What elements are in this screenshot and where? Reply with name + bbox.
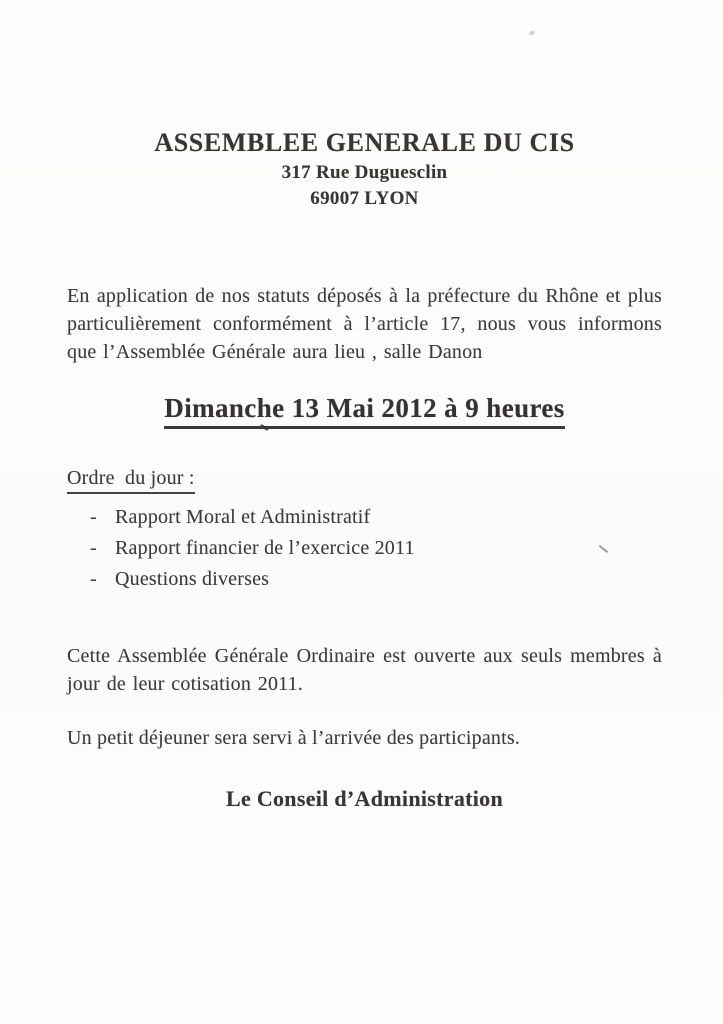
- document-content: [0, 126, 723, 814]
- agenda-heading-row: [67, 465, 662, 494]
- date-headline-row: [67, 392, 662, 429]
- agenda-item: [90, 564, 662, 595]
- agenda-heading: Ordre du jour :: [67, 465, 195, 494]
- agenda-item: [90, 533, 662, 564]
- dash-bullet: -: [90, 568, 97, 590]
- intro-paragraph: En application de nos statuts déposés à la préfecture du Rhône et plus particulièrement conformément à l’article 17, nous vous informons que l’Assemblée Générale aura lieu , salle Danon: [67, 285, 662, 363]
- signature-line: Le Conseil d’Administration: [225, 786, 503, 811]
- agenda-item-label: Rapport Moral et Administratif: [115, 506, 371, 528]
- document-header: [67, 126, 662, 212]
- dash-bullet: -: [90, 506, 97, 528]
- document-title: ASSEMBLEE GENERALE DU CIS: [154, 128, 575, 157]
- scan-speck-artifact: [528, 30, 535, 36]
- agenda-item-label: Rapport financier de l’exercice 2011: [115, 537, 415, 559]
- date-headline: Dimanche 13 Mai 2012 à 9 heures: [164, 392, 564, 429]
- address-line-street: 317 Rue Duguesclin: [281, 162, 448, 183]
- breakfast-paragraph: Un petit déjeuner sera servi à l’arrivée des participants.: [67, 727, 521, 749]
- agenda-item: [90, 502, 662, 533]
- eligibility-paragraph: Cette Assemblée Générale Ordinaire est ouverte aux seuls membres à jour de leur cotisation 2011.: [67, 645, 662, 695]
- agenda-item-label: Questions diverses: [115, 568, 270, 590]
- agenda-list: [67, 502, 662, 595]
- address-line-city: 69007 LYON: [310, 188, 419, 209]
- dash-bullet: -: [90, 537, 97, 559]
